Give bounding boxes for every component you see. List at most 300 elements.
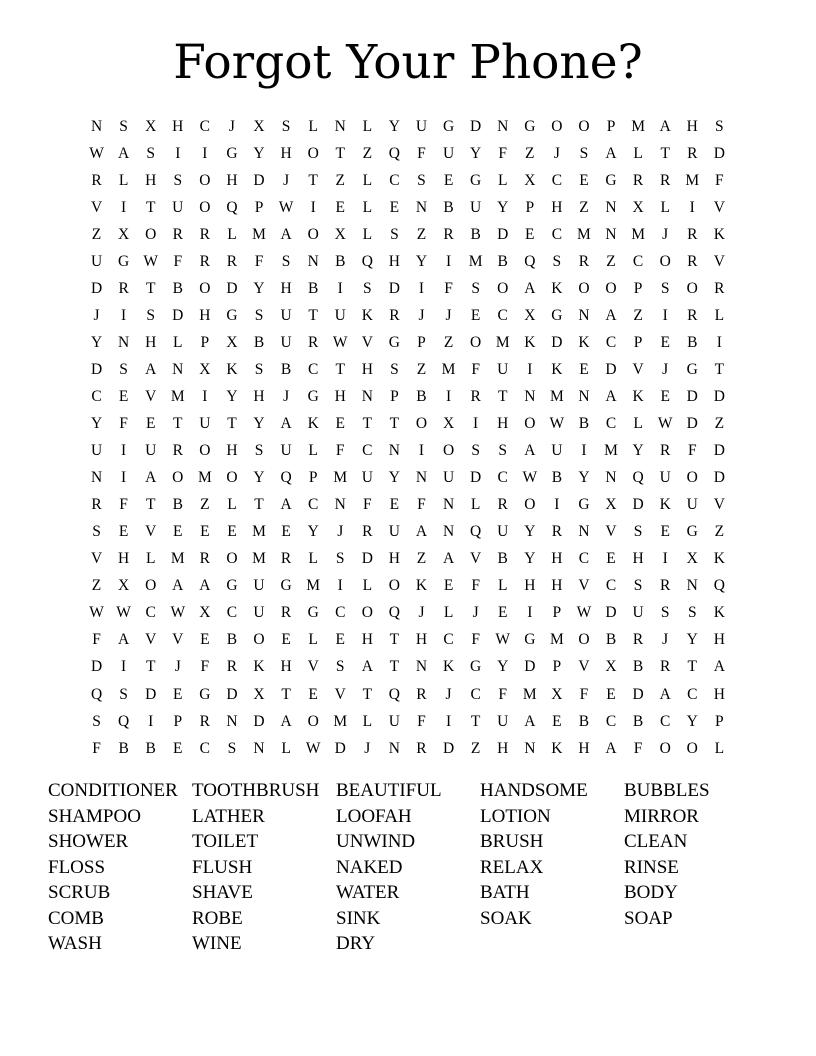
grid-letter: X [632,198,644,216]
grid-letter: H [578,739,590,757]
grid-letter: G [388,333,400,351]
letter-grid [83,113,733,762]
grid-letter: W [522,469,538,487]
grid-letter: M [197,469,212,487]
grid-letter: R [91,496,102,514]
grid-letter: J [445,306,452,324]
grid-letter: O [199,442,211,460]
grid-letter: R [199,252,211,270]
grid-letter: M [252,225,266,243]
grid-letter: H [172,117,184,135]
grid-letter: M [170,387,185,405]
grid-letter: O [307,712,319,730]
grid-letter: Y [226,387,238,405]
grid-letter: X [253,117,265,135]
grid-letter: K [442,658,455,676]
grid-letter: Y [90,333,103,351]
grid-letter: Y [415,252,428,270]
grid-letter: E [660,333,670,351]
grid-letter: O [145,225,157,243]
grid-row [83,708,733,735]
grid-letter: A [280,225,292,243]
grid-letter: U [497,360,509,378]
grid-letter: L [497,577,508,595]
grid-letter: E [118,523,129,541]
grid-letter: S [660,604,670,622]
grid-letter: S [390,225,399,243]
grid-letter: M [631,225,645,243]
grid-row [83,329,733,356]
grid-letter: R [687,144,698,162]
grid-letter: I [337,279,343,297]
grid-letter: E [281,523,291,541]
grid-letter: R [307,333,319,351]
grid-letter: D [470,469,482,487]
grid-letter: F [498,144,508,162]
grid-letter: Q [470,523,482,541]
grid-letter: C [226,604,238,622]
grid-letter: N [578,387,590,405]
grid-row [83,302,733,329]
grid-letter: T [145,496,156,514]
grid-letter: B [172,279,183,297]
grid-letter: E [173,523,183,541]
grid-letter: H [632,550,644,568]
word-list-item: LOTION [480,805,551,827]
grid-letter: F [119,496,128,514]
grid-letter: J [228,117,235,135]
grid-letter: Y [470,144,482,162]
grid-letter: T [145,658,156,676]
grid-letter: F [254,252,264,270]
word-list-item: BODY [624,882,678,903]
grid-letter: Q [280,469,292,487]
grid-letter: N [90,469,103,487]
grid-letter: A [524,712,536,730]
grid-letter: J [174,658,181,676]
grid-letter: L [308,631,318,649]
grid-letter: S [254,442,264,460]
grid-letter: F [92,631,101,649]
grid-letter: Z [579,198,589,216]
grid-letter: E [443,577,454,595]
grid-row [83,411,733,438]
grid-letter: K [713,225,725,243]
grid-letter: C [660,712,671,730]
grid-letter: X [442,415,455,433]
grid-letter: I [527,360,533,378]
grid-letter: F [471,360,480,378]
grid-letter: M [577,225,591,243]
grid-letter: C [389,171,400,189]
grid-letter: K [415,577,428,595]
grid-letter: S [146,306,155,324]
grid-letter: X [253,685,265,703]
grid-letter: T [335,360,345,378]
grid-letter: N [605,198,617,216]
word-list-item: BUBBLES [624,780,710,801]
grid-letter: R [226,658,238,676]
grid-letter: B [172,496,183,514]
grid-letter: I [337,577,343,595]
grid-letter: H [226,171,238,189]
grid-row [83,167,733,194]
grid-letter: J [93,306,100,324]
grid-letter: P [417,333,426,351]
grid-letter: O [578,631,590,649]
grid-letter: E [281,631,291,649]
grid-letter: R [362,523,373,541]
grid-letter: X [605,658,617,676]
grid-row [83,492,733,519]
grid-letter: E [308,685,318,703]
grid-letter: P [200,333,210,351]
grid-letter: T [308,306,318,324]
grid-letter: S [417,171,426,189]
grid-row [83,356,733,383]
grid-letter: D [226,279,238,297]
grid-letter: X [145,117,157,135]
grid-letter: G [524,117,536,135]
grid-letter: E [200,631,210,649]
grid-letter: I [202,387,208,405]
grid-letter: M [685,171,700,189]
grid-letter: Z [525,144,535,162]
grid-letter: H [280,279,292,297]
grid-letter: Z [335,171,345,189]
grid-letter: O [199,198,211,216]
grid-letter: E [579,171,589,189]
grid-letter: O [659,252,671,270]
grid-letter: D [605,360,617,378]
grid-letter: M [495,333,510,351]
grid-letter: B [416,387,427,405]
grid-letter: L [660,198,670,216]
word-list-item: CLEAN [624,831,688,852]
grid-letter: N [605,469,617,487]
grid-letter: C [335,604,346,622]
grid-letter: V [90,550,103,568]
grid-letter: O [686,739,698,757]
grid-letter: K [578,333,590,351]
grid-letter: O [199,171,211,189]
grid-letter: R [416,685,427,703]
grid-letter: W [278,198,294,216]
grid-letter: H [551,550,563,568]
grid-letter: R [91,171,102,189]
word-list-item: WASH [48,933,102,954]
grid-letter: Z [470,739,481,757]
grid-letter: B [605,631,617,649]
grid-letter: W [305,739,321,757]
grid-letter: R [687,306,698,324]
grid-letter: V [172,631,184,649]
grid-row [83,519,733,546]
grid-letter: Y [307,523,319,541]
grid-letter: M [333,469,348,487]
grid-letter: K [226,360,238,378]
word-list-item: SOAP [624,907,673,929]
grid-letter: M [252,550,266,568]
grid-letter: C [605,333,617,351]
grid-letter: L [118,171,129,189]
grid-letter: C [307,360,319,378]
grid-letter: I [445,712,452,730]
grid-letter: L [633,415,643,433]
grid-letter: A [605,144,617,162]
grid-letter: I [445,252,452,270]
word-list [48,778,768,957]
grid-letter: C [632,252,644,270]
grid-letter: D [172,306,184,324]
grid-letter: Z [416,225,427,243]
grid-letter: Q [361,252,373,270]
grid-letter: Q [388,604,400,622]
grid-letter: U [280,442,292,460]
grid-letter: P [173,712,183,730]
grid-letter: E [660,387,670,405]
grid-letter: C [199,117,211,135]
grid-letter: S [390,360,399,378]
grid-letter: G [226,577,238,595]
grid-letter: G [578,496,590,514]
grid-letter: J [418,604,425,622]
grid-letter: O [659,739,671,757]
grid-letter: E [443,171,454,189]
grid-letter: H [388,550,400,568]
grid-letter: A [442,550,455,568]
grid-letter: T [714,360,725,378]
grid-letter: C [307,496,319,514]
grid-letter: E [389,198,400,216]
grid-letter: S [173,171,183,189]
grid-letter: P [633,279,643,297]
grid-letter: O [578,279,590,297]
grid-letter: L [714,306,725,324]
grid-letter: I [554,496,560,514]
grid-letter: T [389,658,400,676]
grid-letter: O [199,279,211,297]
grid-letter: M [468,252,483,270]
grid-row [83,275,733,302]
grid-letter: H [361,631,373,649]
grid-letter: K [551,279,563,297]
grid-letter: E [606,685,616,703]
grid-letter: H [280,144,292,162]
grid-letter: Z [416,360,427,378]
grid-letter: T [335,144,345,162]
grid-letter: S [92,523,101,541]
grid-letter: C [362,442,373,460]
grid-letter: K [524,333,536,351]
grid-letter: Y [524,523,536,541]
grid-letter: T [470,712,481,730]
grid-letter: N [524,387,536,405]
grid-letter: N [415,658,428,676]
grid-letter: O [578,117,590,135]
grid-letter: N [442,496,455,514]
grid-letter: L [497,171,508,189]
word-list-item: TOOTHBRUSH [192,780,320,801]
grid-letter: N [334,117,346,135]
word-list-item: BRUSH [480,831,544,852]
grid-letter: S [335,658,345,676]
word-list-item: CONDITIONER [48,780,178,801]
grid-letter: I [662,550,668,568]
grid-letter: D [90,360,103,378]
grid-letter: E [118,387,129,405]
grid-letter: D [497,225,509,243]
grid-letter: J [662,360,669,378]
grid-letter: S [471,279,480,297]
grid-letter: H [713,631,725,649]
word-list-item: DRY [336,933,376,954]
grid-letter: A [659,685,671,703]
grid-letter: O [524,415,536,433]
page-title: Forgot Your Phone? [173,35,643,90]
grid-letter: O [442,442,455,460]
grid-letter: D [686,387,698,405]
grid-row [83,140,733,167]
grid-letter: B [226,631,238,649]
grid-letter: L [362,198,373,216]
grid-letter: I [473,415,479,433]
word-list-item: MIRROR [624,805,699,827]
grid-letter: J [472,604,479,622]
grid-letter: N [442,523,455,541]
grid-letter: G [442,117,455,135]
grid-letter: S [281,252,291,270]
grid-letter: E [606,550,616,568]
grid-letter: T [173,415,183,433]
word-list-item: SHAMPOO [48,805,141,827]
grid-letter: U [442,144,455,162]
word-list-item: SHAVE [192,882,253,903]
grid-letter: N [388,739,400,757]
grid-letter: R [578,252,590,270]
grid-letter: T [362,685,373,703]
grid-letter: H [334,387,346,405]
grid-letter: L [362,712,373,730]
grid-letter: P [390,387,399,405]
grid-letter: R [226,252,238,270]
grid-letter: C [199,739,211,757]
grid-letter: G [226,306,238,324]
grid-letter: E [552,712,562,730]
grid-letter: Q [388,144,400,162]
grid-letter: Y [253,144,265,162]
word-list-item: SOAK [480,907,532,929]
grid-letter: I [121,306,127,324]
grid-letter: N [686,577,698,595]
grid-letter: Y [686,631,698,649]
grid-letter: I [689,198,695,216]
grid-letter: H [497,415,509,433]
grid-letter: A [605,739,617,757]
grid-letter: A [524,279,536,297]
grid-letter: V [90,198,103,216]
grid-letter: O [686,279,698,297]
grid-letter: R [660,577,671,595]
grid-letter: J [283,171,290,189]
grid-row [83,573,733,600]
grid-letter: F [92,739,101,757]
grid-letter: Q [632,469,644,487]
grid-letter: D [334,739,346,757]
grid-letter: I [418,442,425,460]
grid-letter: V [713,496,725,514]
grid-letter: B [497,252,508,270]
grid-letter: G [280,577,292,595]
grid-letter: I [527,604,533,622]
grid-letter: V [470,550,482,568]
grid-letter: W [495,631,511,649]
grid-letter: Q [524,252,536,270]
grid-letter: N [388,442,400,460]
grid-letter: I [310,198,316,216]
grid-letter: R [118,279,129,297]
word-list-item: ROBE [192,907,243,929]
grid-letter: K [551,739,563,757]
grid-letter: S [119,117,128,135]
grid-letter: D [90,279,103,297]
grid-letter: J [662,631,669,649]
grid-letter: K [713,550,725,568]
word-list-item: BATH [480,882,530,903]
grid-letter: J [662,225,669,243]
grid-letter: F [471,631,480,649]
grid-letter: G [118,252,130,270]
grid-letter: G [686,523,698,541]
grid-letter: B [470,225,481,243]
grid-letter: C [145,604,156,622]
grid-letter: R [172,442,183,460]
grid-letter: C [551,171,563,189]
grid-letter: D [632,685,644,703]
word-list-item: RINSE [624,856,679,878]
grid-letter: Z [443,333,454,351]
word-list-item: BEAUTIFUL [336,780,442,801]
word-list-item: LATHER [192,805,265,827]
grid-letter: R [687,252,698,270]
grid-letter: N [172,360,184,378]
grid-letter: R [632,171,644,189]
grid-letter: D [470,117,482,135]
grid-letter: O [226,550,238,568]
grid-letter: A [280,415,292,433]
grid-letter: P [552,604,562,622]
grid-letter: I [662,306,668,324]
grid-letter: R [660,171,671,189]
grid-letter: X [226,333,238,351]
word-list-item: TOILET [192,831,259,852]
grid-letter: V [713,252,725,270]
grid-letter: P [715,712,724,730]
grid-letter: M [522,685,537,703]
grid-letter: S [363,279,372,297]
grid-letter: S [471,442,480,460]
grid-letter: L [308,117,318,135]
grid-letter: D [145,685,157,703]
word-list-item: SCRUB [48,882,111,903]
grid-letter: C [551,225,563,243]
grid-row [83,221,733,248]
grid-letter: L [633,144,643,162]
grid-letter: B [497,550,508,568]
grid-letter: A [199,577,211,595]
grid-letter: X [118,577,130,595]
grid-letter: A [145,469,157,487]
